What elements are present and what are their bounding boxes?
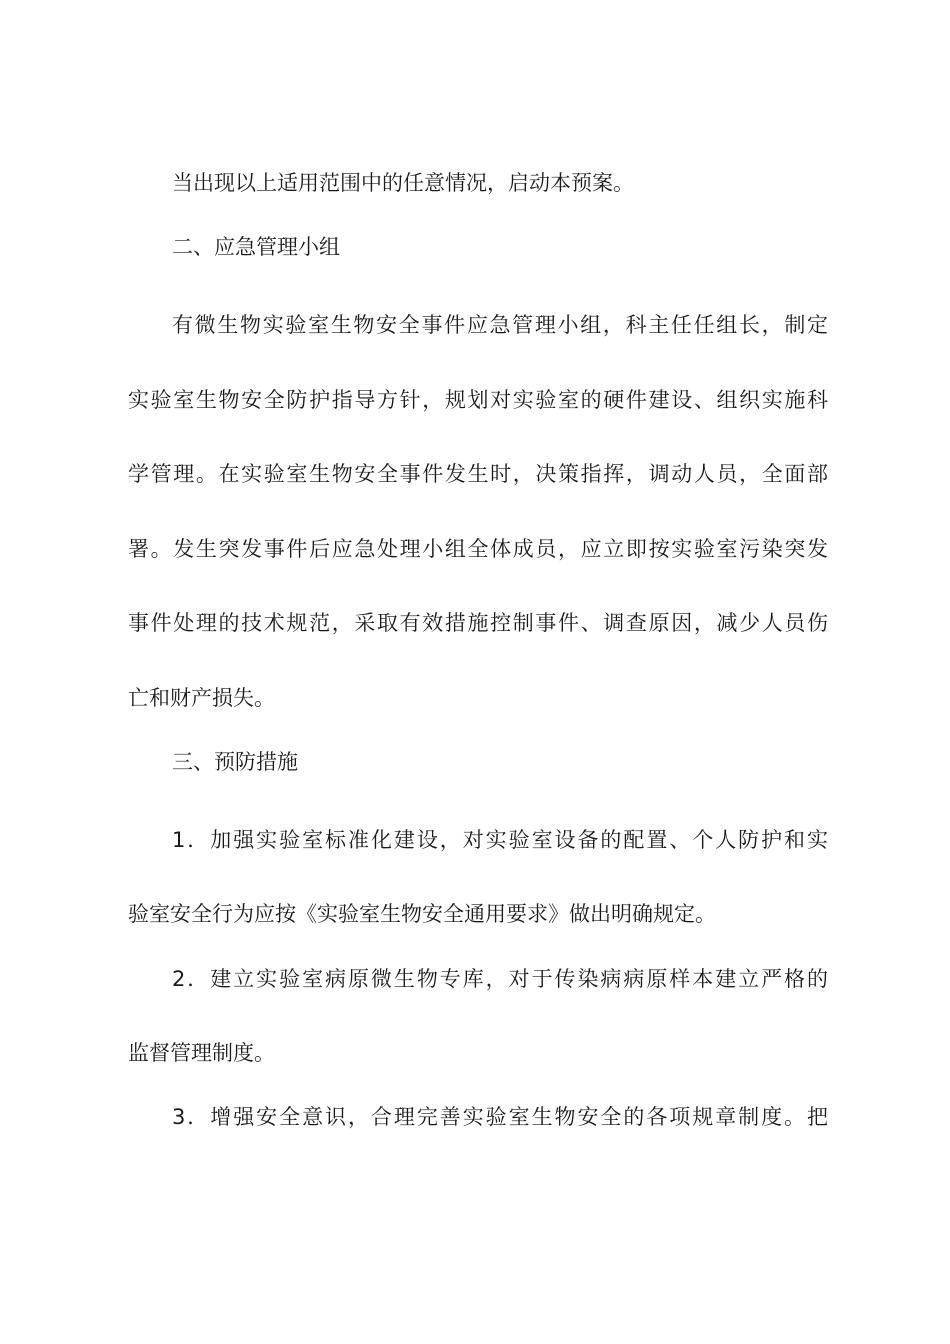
paragraph-scope-activation: 当出现以上适用范围中的任意情况，启动本预案。 [172,171,634,195]
list-item-1-line-1: 1．加强实验室标准化建设，对实验室设备的配置、个人防护和实 [172,828,828,852]
section-heading-prevention: 三、预防措施 [172,750,298,774]
paragraph-line-group-1: 有微生物实验室生物安全事件应急管理小组，科主任任组长，制定 [172,313,828,337]
list-item-3-line-1: 3．增强安全意识，合理完善实验室生物安全的各项规章制度。把 [172,1105,828,1129]
paragraph-line-group-6: 亡和财产损失。 [128,686,275,710]
paragraph-line-group-4: 署。发生突发事件后应急处理小组全体成员，应立即按实验室污染突发 [128,537,828,561]
paragraph-line-group-3: 学管理。在实验室生物安全事件发生时，决策指挥，调动人员，全面部 [128,462,828,486]
list-item-2-line-1: 2．建立实验室病原微生物专库，对于传染病病原样本建立严格的 [172,967,828,991]
list-item-1-line-2: 验室安全行为应按《实验室生物安全通用要求》做出明确规定。 [128,902,716,926]
paragraph-line-group-5: 事件处理的技术规范，采取有效措施控制事件、调查原因，减少人员伤 [128,611,828,635]
section-heading-management-group: 二、应急管理小组 [172,235,340,259]
list-item-2-line-2: 监督管理制度。 [128,1041,275,1065]
paragraph-line-group-2: 实验室生物安全防护指导方针，规划对实验室的硬件建设、组织实施科 [128,388,828,412]
